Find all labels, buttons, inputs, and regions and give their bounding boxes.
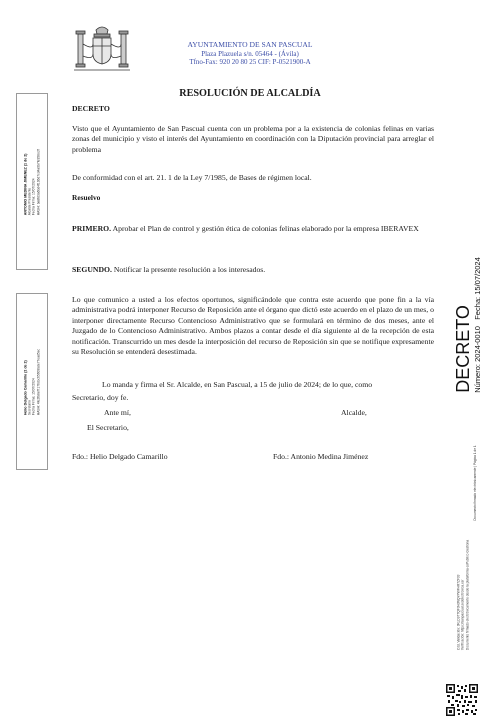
recurso-paragraph: Lo que comunico a usted a los efectos oportunos, significándole que contra este acuerdo que pone fin a la vía administrativa podrá interponer Recurso de Reposición ante el órgano que dictó este acuerdo en el plazo de un mes, o interponer directamente Recurso Contencioso Administrativo que se formulará en término de dos meses, ante el Juzgado de lo Contencioso Administrativo. Ambos plazos a contar desde el día siguiente al de la recepción de esta notificación. Transcurrido un mes desde la interposición del recurso de Reposición sin que se notifique expresamente su Resolución se entenderá desestimada. — [72, 295, 434, 357]
manda-line-1: Lo manda y firma el Sr. Alcalde, en San Pascual, a 15 de julio de 2024; de lo que, como — [102, 380, 373, 389]
primero-paragraph — [72, 224, 434, 234]
sig1-name: ANTONIO MEDINA JIMENEZ (1 de 2) — [23, 153, 28, 215]
sig2-role: Secretario — [27, 399, 32, 415]
header-contact: Tfno-Fax: 920 20 80 25 CIF: P-0521900-A — [189, 58, 311, 66]
decreto-stamp — [438, 250, 498, 400]
primero-label: PRIMERO. — [72, 224, 112, 233]
sig2-hash: HASH: 4fe2fb8ef7176cbc65609bde77ead5ec — [36, 348, 41, 415]
qr-code-icon — [446, 684, 478, 716]
manda-line-2: Secretario, doy fe. — [72, 393, 129, 402]
ante-mi-text: Ante mí, — [104, 408, 131, 417]
signature-secretario: Fdo.: Helio Delgado Camarillo — [72, 452, 168, 461]
sig1-role: Alcalde Presidente — [27, 187, 32, 215]
sig2-name: Helio Delgado Camarillo (2 de 2) — [23, 359, 28, 415]
signature-box-alcalde-text — [24, 148, 41, 215]
signature-box-alcalde — [16, 93, 48, 270]
conformidad-paragraph: De conformidad con el art. 21. 1 de la Ley 7/1985, de Bases de régimen local. — [72, 173, 312, 182]
signature-alcalde: Fdo.: Antonio Medina Jiménez — [273, 452, 369, 461]
csv-line-2: Verificación: https://sanpascual.sedelectronica.es/ — [460, 579, 465, 651]
document-title: RESOLUCIÓN DE ALCALDÍA — [179, 88, 321, 99]
header-address: Plaza Plazuela s/n. 05464 - (Ávila) — [201, 49, 299, 58]
validation-code-text — [456, 540, 469, 650]
validation-code-block — [448, 510, 478, 680]
decreto-stamp-text — [454, 257, 482, 393]
header-name: AYUNTAMIENTO DE SAN PASCUAL — [187, 40, 313, 49]
coat-of-arms-logo — [72, 24, 132, 72]
segundo-label: SEGUNDO. — [72, 265, 112, 274]
segundo-paragraph — [72, 265, 434, 275]
csv-line-1: Cód. Validación: 3KLD9TTQF3H3NQYPWFHR7ZF3J — [456, 574, 461, 651]
segundo-text: Notificar la presente resolución a los interesados. — [111, 265, 266, 274]
sig1-hash: HASH: ba8fd3a6bd4f1b5d7cd4a0b7fe958cd7 — [36, 148, 41, 215]
manda-paragraph — [72, 378, 434, 404]
stamp-title: DECRETO — [453, 305, 473, 393]
csv-line-3: Documento firmado electrónicamente desde la plataforma esPublico Gestiona — [465, 539, 470, 651]
signature-box-secretario-text — [24, 348, 41, 414]
stamp-fecha: Fecha: 15/07/2024 — [473, 257, 482, 320]
alcalde-text: Alcalde, — [341, 408, 367, 417]
intro-paragraph: Visto que el Ayuntamiento de San Pascual cuenta con un problema por a la existencia de colonias felinas en varias zonas del municipio y visto el interés del Ayuntamiento en coordinación con la Diputación provincial para arreglar el problema — [72, 124, 434, 154]
sig2-date: Fecha Firma: 15/07/2024 — [32, 377, 36, 415]
signature-box-secretario — [16, 293, 48, 470]
header-block — [150, 41, 350, 67]
page-info-text: Documento firmado electrónicamente | Página 1 de 1 — [473, 445, 477, 521]
stamp-numero: Número: 2024-0010 — [473, 326, 482, 393]
decreto-label: DECRETO — [72, 104, 110, 113]
sig1-date: Fecha Firma: 15/07/2024 — [32, 177, 36, 215]
primero-text: Aprobar el Plan de control y gestión ética de colonias felinas elaborado por la empresa IBERAVEX — [111, 224, 419, 233]
stamp-details — [473, 257, 482, 393]
resuelvo-heading: Resuelvo — [72, 193, 101, 202]
secretario-text: El Secretario, — [87, 423, 129, 432]
